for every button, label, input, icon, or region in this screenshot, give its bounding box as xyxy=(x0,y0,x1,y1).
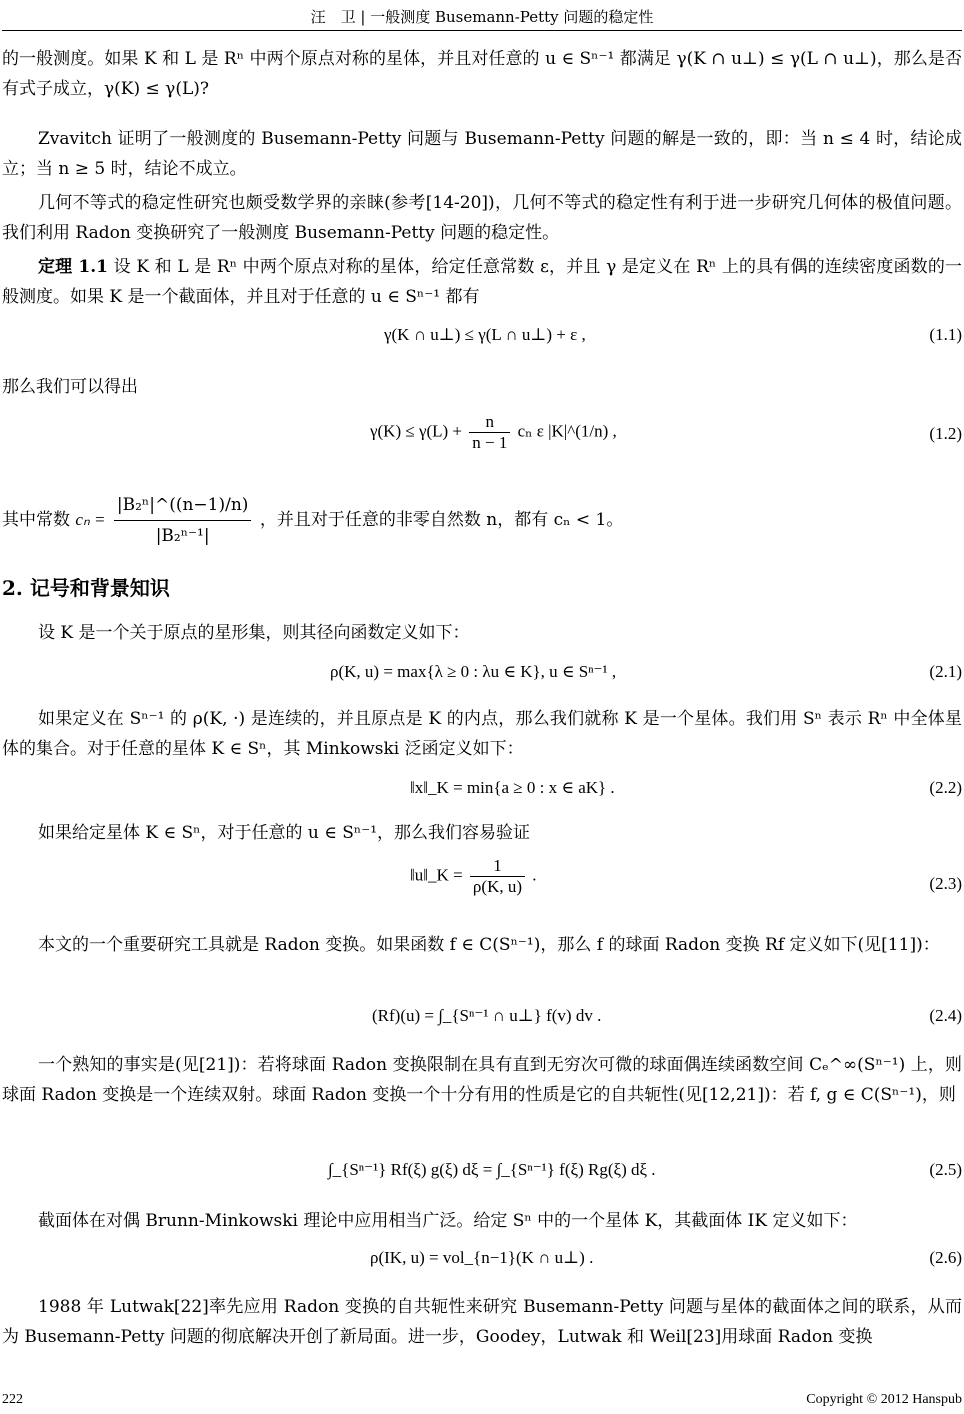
fraction-numerator: n xyxy=(469,412,510,433)
theorem-text: 设 K 和 L 是 Rⁿ 中两个原点对称的星体，给定任意常数 ε，并且 γ 是定义在 Rⁿ 上的具有偶的连续密度函数的一般测度。如果 K 是一个截面体，并且对于任意的 u ∈ Sⁿ⁻¹ 都有 xyxy=(2,257,962,307)
equation-2-2-expr: ‖x‖_K = min{a ≥ 0 : x ∈ aK} . xyxy=(410,778,615,797)
paragraph-9: 本文的一个重要研究工具就是 Radon 变换。如果函数 f ∈ C(Sⁿ⁻¹)，那么 f 的球面 Radon 变换 Rf 定义如下(见[11])： xyxy=(38,935,940,955)
equation-2-3-fraction xyxy=(470,856,525,897)
constant-condition: ，并且对于任意的非零自然数 n，都有 cₙ < 1。 xyxy=(259,510,624,530)
fraction-numerator: 1 xyxy=(470,856,525,877)
paragraph-10: 一个熟知的事实是(见[21])：若将球面 Radon 变换限制在具有直到无穷次可微的球面偶连续函数空间 Cₑ^∞(Sⁿ⁻¹) 上，则球面 Radon 变换是一个连续双射。球面 Radon 变换一个十分有用的性质是它的自共轭性(见[12,21])：若 f, g ∈ C(Sⁿ⁻¹)，则 xyxy=(2,1055,962,1105)
equation-1-2-fraction xyxy=(469,412,510,453)
equation-2-3 xyxy=(0,856,964,912)
equation-2-4-expr: (Rf)(u) = ∫_{Sⁿ⁻¹ ∩ u⊥} f(v) dv . xyxy=(372,1006,602,1025)
paragraph-11: 截面体在对偶 Brunn-Minkowski 理论中应用相当广泛。给定 Sⁿ 中的一个星体 K，其截面体 IK 定义如下： xyxy=(38,1211,858,1231)
fraction-denominator: n − 1 xyxy=(472,433,508,452)
paragraph-2: Zvavitch 证明了一般测度的 Busemann-Petty 问题与 Busemann-Petty 问题的解是一致的，即：当 n ≤ 4 时，结论成立；当 n ≥ 5 时，结论不成立。 xyxy=(2,129,962,179)
paragraph-7: 如果定义在 Sⁿ⁻¹ 的 ρ(K, ·) 是连续的，并且原点是 K 的内点，那么我们就称 K 是一个星体。我们用 Sⁿ 表示 Rⁿ 中全体星体的集合。对于任意的星体 K ∈ Sⁿ，其 Minkowski 泛函定义如下： xyxy=(2,709,962,759)
paragraph-12: 1988 年 Lutwak[22]率先应用 Radon 变换的自共轭性来研究 Busemann-Petty 问题与星体的截面体之间的联系，从而为 Busemann-Petty 问题的彻底解决开创了新局面。进一步，Goodey，Lutwak 和 Weil[23]用球面 Radon 变换 xyxy=(2,1297,962,1347)
theorem-1-1 xyxy=(2,252,962,312)
constant-intro: 其中常数 xyxy=(2,510,70,530)
paragraph-4: 那么我们可以得出 xyxy=(2,377,138,397)
paragraph-1: 的一般测度。如果 K 和 L 是 Rⁿ 中两个原点对称的星体，并且对任意的 u ∈ Sⁿ⁻¹ 都满足 γ(K ∩ u⊥) ≤ γ(L ∩ u⊥)，那么是否有式子成立，γ(K) ≤ γ(L)? xyxy=(2,49,962,99)
equation-2-6-number: (2.6) xyxy=(929,1248,962,1267)
copyright-notice: Copyright © 2012 Hanspub xyxy=(806,1392,962,1407)
equation-1-2-lhs: γ(K) ≤ γ(L) + xyxy=(370,421,462,441)
equation-2-4-number: (2.4) xyxy=(929,1006,962,1025)
constant-denominator: |B₂ⁿ⁻¹| xyxy=(155,526,210,546)
paragraph-6: 设 K 是一个关于原点的星形集，则其径向函数定义如下： xyxy=(38,623,470,643)
constant-lhs: cₙ = xyxy=(75,510,106,529)
equation-2-1-expr: ρ(K, u) = max{λ ≥ 0 : λu ∈ K}, u ∈ Sⁿ⁻¹ , xyxy=(330,662,617,681)
section-title: 2. 记号和背景知识 xyxy=(2,576,170,600)
equation-2-2-number: (2.2) xyxy=(929,778,962,797)
theorem-label: 定理 1.1 xyxy=(38,257,108,277)
equation-2-5-expr: ∫_{Sⁿ⁻¹} Rf(ξ) g(ξ) dξ = ∫_{Sⁿ⁻¹} f(ξ) Rg(ξ) dξ . xyxy=(328,1160,656,1179)
equation-2-1-number: (2.1) xyxy=(929,662,962,681)
equation-2-6-expr: ρ(IK, u) = vol_{n−1}(K ∩ u⊥) . xyxy=(370,1248,594,1267)
equation-2-3-rhs: . xyxy=(532,865,537,885)
equation-1-1-expr: γ(K ∩ u⊥) ≤ γ(L ∩ u⊥) + ε , xyxy=(384,325,586,344)
equation-1-2 xyxy=(0,412,964,462)
equation-1-2-number: (1.2) xyxy=(929,424,962,443)
equation-2-5-number: (2.5) xyxy=(929,1160,962,1179)
fraction-denominator: ρ(K, u) xyxy=(472,877,523,896)
running-header: 汪 卫 | 一般测度 Busemann-Petty 问题的稳定性 xyxy=(310,8,654,26)
header-rule xyxy=(2,30,962,31)
constant-numerator: |B₂ⁿ|^((n−1)/n) xyxy=(114,490,252,521)
equation-1-1-number: (1.1) xyxy=(929,325,962,344)
paragraph-8: 如果给定星体 K ∈ Sⁿ，对于任意的 u ∈ Sⁿ⁻¹，那么我们容易验证 xyxy=(38,823,531,843)
equation-2-3-lhs: ‖u‖_K = xyxy=(410,865,463,885)
equation-1-2-rhs: cₙ ε |K|^(1/n) , xyxy=(517,421,617,441)
paragraph-3: 几何不等式的稳定性研究也颇受数学界的亲睐(参考[14-20])，几何不等式的稳定性有利于进一步研究几何体的极值问题。我们利用 Radon 变换研究了一般测度 Busemann-Petty 问题的稳定性。 xyxy=(2,193,962,243)
paragraph-5 xyxy=(2,490,962,551)
page-number: 222 xyxy=(2,1392,23,1407)
equation-2-3-number: (2.3) xyxy=(929,874,962,893)
